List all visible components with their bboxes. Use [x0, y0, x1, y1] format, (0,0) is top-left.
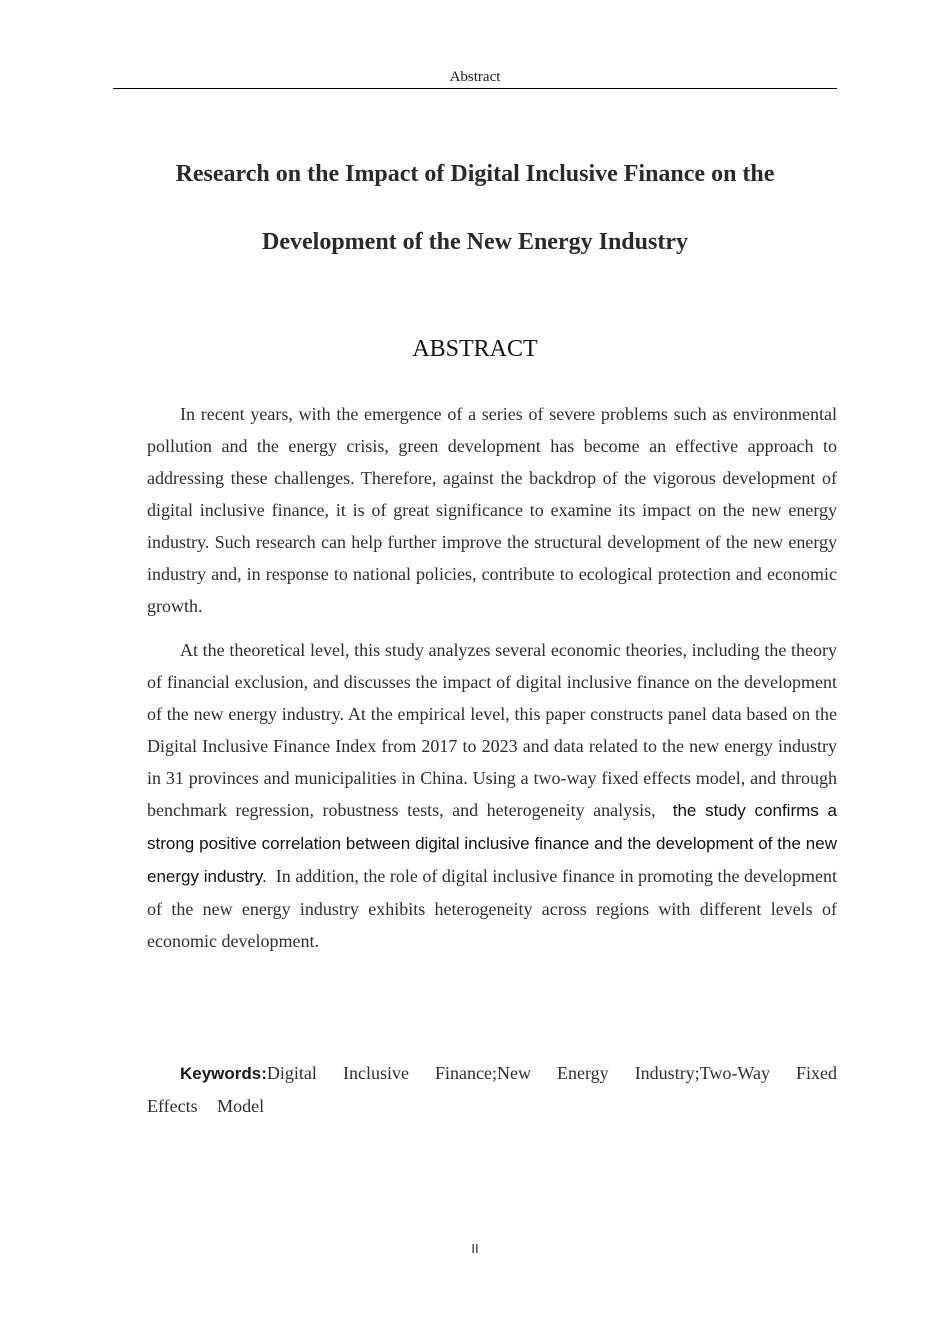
paragraph-2-text-after: In addition, the role of digital inclusive finance in promoting the development of the new energy industry exhibits heterogeneity across regions with different levels of economic development. [147, 866, 837, 951]
page-number: II [471, 1241, 479, 1256]
abstract-paragraph-1: In recent years, with the emergence of a series of severe problems such as environmental pollution and the energy crisis, green development has become an effective approach to addressing these challenges. Therefore, against the backdrop of the vigorous development of digital inclusive finance, it is of great significance to examine its impact on the new energy industry. Such research can help further improve the structural development of the new energy industry and, in response to national policies, contribute to ecological protection and economic growth. [147, 404, 837, 616]
running-header-title: Abstract [449, 69, 501, 85]
abstract-paragraph-2 [147, 634, 837, 957]
thesis-title-line-2: Development of the New Energy Industry [262, 229, 688, 255]
abstract-heading: ABSTRACT [412, 336, 538, 362]
thesis-title [113, 140, 837, 276]
keywords-values: Digital Inclusive Finance;New Energy Industry;Two-Way Fixed Effects Model [147, 1063, 837, 1116]
paragraph-2-key-finding: the study confirms a strong positive correlation between digital inclusive finance and the development of the new energy industry. [147, 801, 838, 886]
thesis-title-line-1: Research on the Impact of Digital Inclusive Finance on the [175, 161, 775, 187]
paragraph-2-text-before: At the theoretical level, this study analyzes several economic theories, including the theory of financial exclusion, and discusses the impact of digital inclusive finance on the development of the new energy industry. At the empirical level, this paper constructs panel data based on the Digital Inclusive Finance Index from 2017 to 2023 and data related to the new energy industry in 31 provinces and municipalities in China. Using a two-way fixed effects model, and through benchmark regression, robustness tests, and heterogeneity analysis, [147, 640, 837, 820]
running-header [113, 68, 837, 89]
keywords-line [147, 1057, 837, 1122]
keywords-label: Keywords: [180, 1064, 267, 1083]
